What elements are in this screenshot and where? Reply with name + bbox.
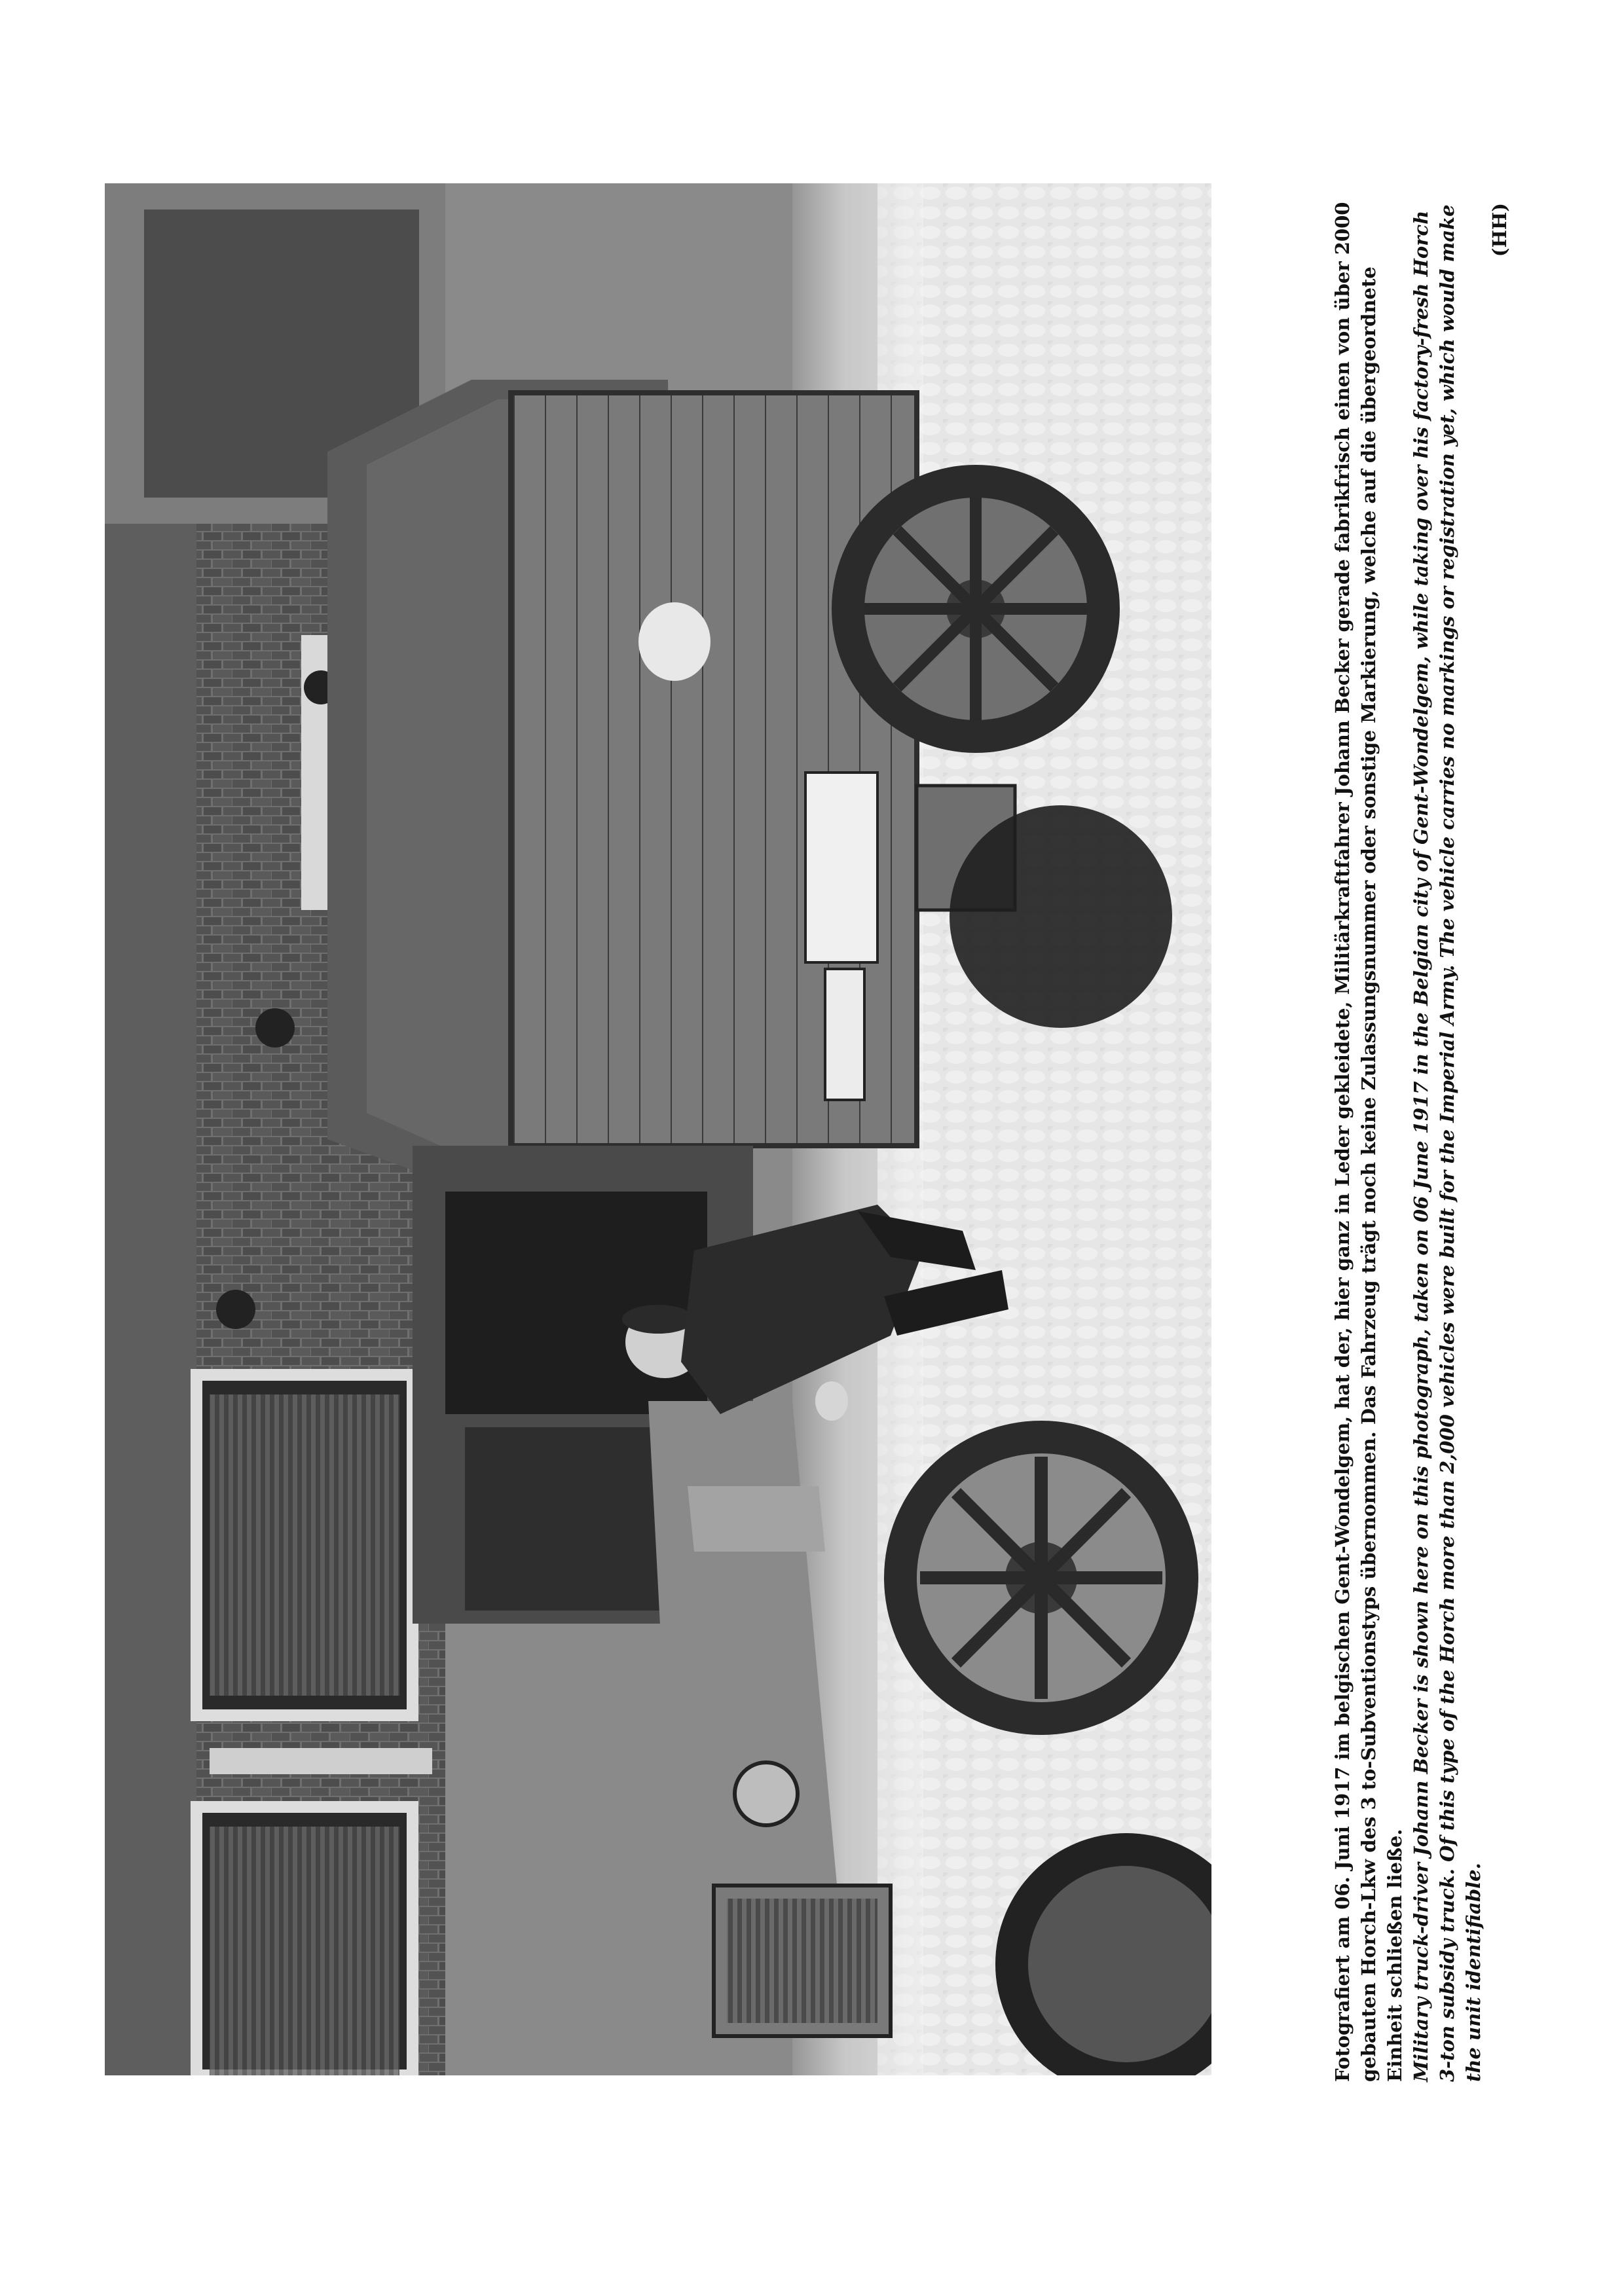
photo-caption xyxy=(1329,190,1513,2082)
photo-credit: (HH) xyxy=(1488,203,1511,257)
caption-german: Fotografiert am 06. Juni 1917 im belgischen Gent-Wondelgem, hat der, hier ganz in Leder gekleidete, Militärkraftfahrer Johann Becker gerade fabrikfrisch einen von über 2000 gebauten Horch-Lkw des 3 to-Subventionstyps übernommen. Das Fahrzeug trägt noch keine Zulassungsnummer oder sonstige Markierung, welche auf die übergeordnete Einheit schließen ließe. xyxy=(1331,202,1406,2082)
truck-photograph xyxy=(105,183,1211,2075)
caption-english: Military truck-driver Johann Becker is shown here on this photograph, taken on 06 June 1917 in the Belgian city of Gent-Wondelgem, while taking over his factory-fresh Horch 3-ton subsidy truck. Of this type of the Horch more than 2,000 vehicles were built for the Imperial Army. The vehicle carries no markings or registration yet, which would make the unit identifiable. xyxy=(1410,204,1485,2082)
caption-block xyxy=(1329,190,1513,2082)
photograph-image xyxy=(105,183,1211,2075)
